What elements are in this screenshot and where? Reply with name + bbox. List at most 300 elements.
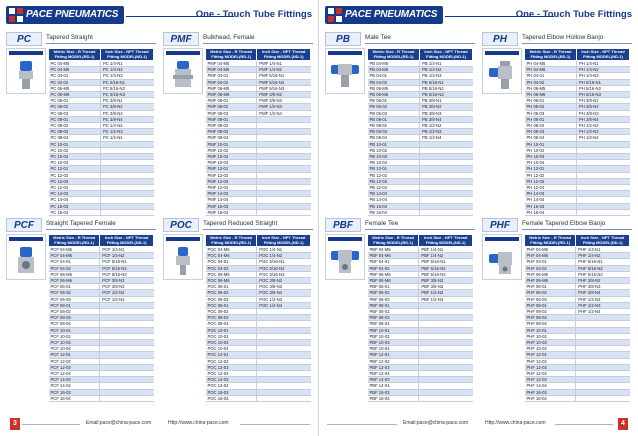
card-brand-bar	[9, 51, 43, 55]
metric-model-cell: PMF 06-01	[206, 98, 257, 104]
inch-model-cell: PB 5/16-N3	[420, 92, 473, 98]
inch-model-cell: PH 3/8-N1	[577, 98, 630, 104]
inch-model-cell: PH 5/16-N1	[577, 79, 630, 85]
product-image-card	[6, 234, 46, 280]
table-row	[206, 395, 311, 401]
col-inch-header: Inch Size - NPT Thread Fitting MODEL(ND-1)	[419, 235, 473, 247]
metric-model-cell: PH 06-M5	[525, 85, 577, 91]
metric-model-cell: PMF 06-M5	[206, 85, 257, 91]
inch-model-cell: PBF 5/16-N2	[419, 265, 473, 271]
inch-model-cell: PB 3/8-N2	[420, 104, 473, 110]
spec-table	[48, 234, 154, 402]
metric-model-cell: PB 12-02	[368, 172, 420, 178]
metric-model-cell: PCF 14-04	[49, 383, 100, 389]
metric-model-cell: POC 04-M5	[206, 247, 257, 253]
section-title: Tapered Reduced Straight	[203, 220, 278, 227]
inch-model-cell: PB 1/4-N2	[420, 67, 473, 73]
inch-model-cell: POC 3/8-N2	[257, 278, 311, 284]
inch-model-cell: POC 1/4-N2	[257, 253, 311, 259]
metric-model-cell: PHF 08-03	[525, 315, 576, 321]
table-row	[525, 395, 630, 401]
section-pmf	[163, 32, 313, 232]
metric-model-cell: PC 08-03	[49, 129, 101, 135]
section-divider	[46, 43, 156, 44]
metric-model-cell: PBF 08-04	[368, 321, 419, 327]
metric-model-cell: PHF 04-M6	[525, 253, 576, 259]
section-divider	[522, 43, 632, 44]
inch-model-cell: POC 5/16-N3	[257, 271, 311, 277]
metric-model-cell: PHF 14-04	[525, 383, 576, 389]
metric-model-cell: PB 06-M5	[368, 85, 420, 91]
inch-model-cell: PC 3/8-N4	[101, 116, 154, 122]
inch-model-cell: PCF 3/8-N3	[100, 284, 154, 290]
metric-model-cell: PCF 04-02	[49, 265, 100, 271]
metric-model-cell: PC 10-04	[49, 160, 101, 166]
inch-model-cell: PC 1/2-N2	[101, 123, 154, 129]
metric-model-cell: POC 04-02	[206, 265, 257, 271]
inch-model-cell: PHF 3/8-N4	[576, 290, 630, 296]
inch-model-cell: PHF 1/2-N3	[576, 302, 630, 308]
straight-fitting-icon	[11, 59, 41, 91]
spec-table	[48, 48, 154, 216]
metric-model-cell: PMF 04-M5	[206, 61, 257, 67]
metric-model-cell: PH 12-03	[525, 178, 577, 184]
metric-model-cell: PCF 12-02	[49, 358, 100, 364]
table-row	[525, 209, 630, 215]
inch-model-cell	[100, 395, 154, 401]
metric-model-cell: PCF 12-01	[49, 352, 100, 358]
card-brand-bar	[166, 51, 200, 55]
metric-model-cell: PB 10-02	[368, 147, 420, 153]
metric-model-cell: PCF 06-M6	[49, 278, 100, 284]
metric-model-cell: PHF 10-04	[525, 346, 576, 352]
product-image-card	[325, 234, 365, 280]
metric-model-cell: PC 14-04	[49, 197, 101, 203]
inch-model-cell: PH 1/4-N1	[577, 61, 630, 67]
metric-model-cell: POC 08-01	[206, 302, 257, 308]
footer-email[interactable]: Email:pace@china-pace.com	[403, 420, 469, 426]
metric-model-cell: POC 14-04	[206, 383, 257, 389]
product-image-card	[6, 48, 46, 94]
col-inch-header: Inch Size - NPT Thread Fitting MODEL(ND-1)	[100, 235, 154, 247]
metric-model-cell: PC 16-03	[49, 203, 101, 209]
metric-model-cell: PC 06-M5	[49, 85, 101, 91]
metric-model-cell: PHF 12-03	[525, 364, 576, 370]
female-banjo-fitting-icon	[487, 245, 517, 277]
inch-model-cell: PHF 1/4-N2	[576, 253, 630, 259]
metric-model-cell: PH 04-M6	[525, 67, 577, 73]
metric-model-cell: PHF 08-01	[525, 302, 576, 308]
brand-logo	[6, 6, 124, 24]
metric-model-cell: PH 08-01	[525, 116, 577, 122]
brand-name: PACE PNEUMATICS	[26, 9, 119, 20]
metric-model-cell: PMF 10-03	[206, 154, 257, 160]
section-pbf	[325, 218, 475, 418]
banjo-fitting-icon	[487, 59, 517, 91]
inch-model-cell: PCF 3/8-N2	[100, 278, 154, 284]
inch-model-cell: PC 3/8-N2	[101, 104, 154, 110]
inch-model-cell: PMF 3/8-N2	[257, 92, 311, 98]
metric-model-cell: PH 16-04	[525, 209, 577, 215]
metric-model-cell: PHF 06-01	[525, 284, 576, 290]
card-brand-bar	[166, 237, 200, 241]
metric-model-cell: PCF 16-03	[49, 389, 100, 395]
metric-model-cell: PC 06-01	[49, 98, 101, 104]
product-image-card	[482, 234, 522, 280]
section-title: Tapered Straight	[46, 34, 93, 41]
metric-model-cell: PCF 06-01	[49, 284, 100, 290]
inch-model-cell: PC 5/16-N3	[101, 92, 154, 98]
page-footer	[319, 418, 638, 430]
metric-model-cell: PBF 10-04	[368, 346, 419, 352]
catalog-page-right	[319, 0, 638, 436]
inch-model-cell: POC 1/4-N1	[257, 247, 311, 253]
metric-model-cell: PH 10-04	[525, 160, 577, 166]
metric-model-cell: PBF 10-01	[368, 327, 419, 333]
inch-model-cell: PHF 5/16-N1	[576, 259, 630, 265]
metric-model-cell: PBF 06-M5	[368, 271, 419, 277]
metric-model-cell: PHF 10-01	[525, 327, 576, 333]
section-pb	[325, 32, 475, 232]
metric-model-cell: PC 08-02	[49, 123, 101, 129]
metric-model-cell: PHF 08-04	[525, 321, 576, 327]
metric-model-cell: PB 12-03	[368, 178, 420, 184]
inch-model-cell: PCF 5/16-N3	[100, 271, 154, 277]
metric-model-cell: PCF 06-03	[49, 296, 100, 302]
inch-model-cell: PBF 5/16-N1	[419, 259, 473, 265]
inch-model-cell: PHF 1/2-N4	[576, 309, 630, 315]
metric-model-cell: PH 08-02	[525, 123, 577, 129]
metric-model-cell: PBF 04-M6	[368, 253, 419, 259]
pace-logo-icon	[9, 8, 23, 22]
inch-model-cell: PHF 5/16-N2	[576, 265, 630, 271]
metric-model-cell: PB 16-04	[368, 209, 420, 215]
metric-model-cell: PC 10-02	[49, 147, 101, 153]
inch-model-cell: PMF 5/16-N3	[257, 85, 311, 91]
metric-model-cell: PBF 04-01	[368, 259, 419, 265]
section-title: Straight Tapered Female	[46, 220, 116, 227]
inch-model-cell: PC 3/8-N1	[101, 98, 154, 104]
footer-website[interactable]: Http://www.china-pace.com	[168, 420, 229, 426]
bulkhead-fitting-icon	[168, 59, 198, 91]
inch-model-cell: PMF 1/2-N4	[257, 110, 311, 116]
metric-model-cell: PC 08-01	[49, 116, 101, 122]
metric-model-cell: PMF 08-01	[206, 116, 257, 122]
footer-website[interactable]: Http://www.china-pace.com	[485, 420, 546, 426]
metric-model-cell: PHF 12-02	[525, 358, 576, 364]
metric-model-cell: PCF 08-01	[49, 302, 100, 308]
section-ph	[482, 32, 632, 232]
metric-model-cell: PH 14-04	[525, 197, 577, 203]
inch-model-cell: PB 3/8-N1	[420, 98, 473, 104]
metric-model-cell: PBF 08-01	[368, 302, 419, 308]
metric-model-cell: PCF 12-04	[49, 371, 100, 377]
metric-model-cell: PCF 10-03	[49, 340, 100, 346]
metric-model-cell: PC 04-M6	[49, 67, 101, 73]
metric-model-cell: PCF 16-04	[49, 395, 100, 401]
metric-model-cell: PCF 08-02	[49, 309, 100, 315]
section-divider	[522, 229, 632, 230]
metric-model-cell: PCF 10-02	[49, 333, 100, 339]
spec-table	[367, 48, 473, 216]
metric-model-cell: PB 06-02	[368, 104, 420, 110]
inch-model-cell	[576, 395, 630, 401]
reduced-straight-fitting-icon	[168, 245, 198, 277]
inch-model-cell: PHF 3/8-N3	[576, 284, 630, 290]
metric-model-cell: PBF 14-04	[368, 383, 419, 389]
inch-model-cell: PC 5/16-N1	[101, 79, 154, 85]
metric-model-cell: PCF 10-01	[49, 327, 100, 333]
metric-model-cell: PH 14-03	[525, 191, 577, 197]
metric-model-cell: PB 04-02	[368, 79, 420, 85]
inch-model-cell: PH 3/8-N3	[577, 110, 630, 116]
metric-model-cell: PHF 16-03	[525, 389, 576, 395]
metric-model-cell: PB 08-03	[368, 129, 420, 135]
col-metric-header: Metric Size - R Thread Fitting MODEL(RD-1)	[525, 49, 577, 61]
product-image-card	[482, 48, 522, 94]
inch-model-cell: PH 1/2-N3	[577, 129, 630, 135]
metric-model-cell: PH 06-02	[525, 104, 577, 110]
metric-model-cell: PBF 16-04	[368, 395, 419, 401]
metric-model-cell: PB 04-M5	[368, 61, 420, 67]
inch-model-cell	[257, 395, 311, 401]
metric-model-cell: POC 12-02	[206, 358, 257, 364]
inch-model-cell: PC 5/16-N2	[101, 85, 154, 91]
inch-model-cell: POC 3/8-N4	[257, 290, 311, 296]
metric-model-cell: PH 12-02	[525, 172, 577, 178]
metric-model-cell: POC 08-04	[206, 321, 257, 327]
inch-model-cell: PH 1/2-N2	[577, 123, 630, 129]
metric-model-cell: PC 04-M5	[49, 61, 101, 67]
inch-model-cell: POC 1/2-N3	[257, 296, 311, 302]
col-metric-header: Metric Size - R Thread Fitting MODEL(RD-1)	[525, 235, 576, 247]
metric-model-cell: PC 04-02	[49, 79, 101, 85]
metric-model-cell: PBF 10-02	[368, 333, 419, 339]
metric-model-cell: PB 10-03	[368, 154, 420, 160]
metric-model-cell: PC 12-03	[49, 178, 101, 184]
col-inch-header: Inch Size - NPT Thread Fitting MODEL(ND-1)	[257, 235, 311, 247]
inch-model-cell: PB 3/8-N4	[420, 116, 473, 122]
section-code: PCF	[6, 218, 42, 232]
col-metric-header: Metric Size - R Thread Fitting MODEL(RD-1)	[368, 235, 419, 247]
section-divider	[203, 229, 313, 230]
inch-model-cell: PB 1/2-N4	[420, 135, 473, 141]
metric-model-cell: POC 06-03	[206, 296, 257, 302]
metric-model-cell: POC 10-02	[206, 333, 257, 339]
metric-model-cell: PB 06-M6	[368, 92, 420, 98]
metric-model-cell: PB 14-03	[368, 191, 420, 197]
inch-model-cell: PC 1/2-N4	[101, 135, 154, 141]
metric-model-cell: POC 10-01	[206, 327, 257, 333]
metric-model-cell: PMF 06-03	[206, 110, 257, 116]
metric-model-cell: PHF 10-02	[525, 333, 576, 339]
metric-model-cell: PMF 04-M6	[206, 67, 257, 73]
inch-model-cell: POC 3/8-N3	[257, 284, 311, 290]
inch-model-cell: PH 1/4-N3	[577, 73, 630, 79]
metric-model-cell: PMF 10-02	[206, 147, 257, 153]
metric-model-cell: PHF 14-03	[525, 377, 576, 383]
metric-model-cell: PB 04-01	[368, 73, 420, 79]
inch-model-cell: PH 3/8-N4	[577, 116, 630, 122]
inch-model-cell	[257, 209, 311, 215]
spec-table	[205, 48, 311, 216]
product-image-card	[325, 48, 365, 94]
metric-model-cell: PCF 08-04	[49, 321, 100, 327]
metric-model-cell: PC 16-04	[49, 209, 101, 215]
inch-model-cell	[420, 209, 473, 215]
inch-model-cell: PB 1/2-N3	[420, 129, 473, 135]
section-code: PH	[482, 32, 518, 46]
metric-model-cell: PHF 06-03	[525, 296, 576, 302]
table-row	[368, 209, 473, 215]
metric-model-cell: PMF 14-03	[206, 191, 257, 197]
inch-model-cell: PCF 1/2-N3	[100, 296, 154, 302]
metric-model-cell: POC 06-01	[206, 284, 257, 290]
metric-model-cell: PB 14-04	[368, 197, 420, 203]
page-header	[6, 6, 312, 24]
metric-model-cell: PMF 10-04	[206, 160, 257, 166]
metric-model-cell: PH 12-04	[525, 185, 577, 191]
col-metric-header: Metric Size - R Thread Fitting MODEL(RD-1)	[206, 235, 257, 247]
inch-model-cell: PC 1/4-N3	[101, 73, 154, 79]
col-inch-header: Inch Size - NPT Thread Fitting MODEL(ND-1)	[257, 49, 311, 61]
metric-model-cell: PBF 08-03	[368, 315, 419, 321]
spec-table	[205, 234, 311, 402]
section-code: PMF	[163, 32, 199, 46]
metric-model-cell: PMF 12-03	[206, 178, 257, 184]
col-metric-header: Metric Size - R Thread Fitting MODEL(RD-1)	[368, 49, 420, 61]
metric-model-cell: PBF 12-02	[368, 358, 419, 364]
inch-model-cell: PH 1/2-N4	[577, 135, 630, 141]
inch-model-cell: PHF 1/2-N2	[576, 296, 630, 302]
metric-model-cell: PBF 16-03	[368, 389, 419, 395]
section-divider	[203, 43, 313, 44]
section-pcf	[6, 218, 156, 418]
metric-model-cell: POC 08-03	[206, 315, 257, 321]
metric-model-cell: PMF 08-03	[206, 129, 257, 135]
inch-model-cell: PCF 1/4-N2	[100, 253, 154, 259]
inch-model-cell	[101, 209, 154, 215]
inch-model-cell: PBF 1/4-N2	[419, 253, 473, 259]
metric-model-cell: PC 08-04	[49, 135, 101, 141]
metric-model-cell: PH 10-01	[525, 141, 577, 147]
metric-model-cell: PB 12-01	[368, 166, 420, 172]
table-row	[368, 395, 473, 401]
metric-model-cell: PC 06-03	[49, 110, 101, 116]
metric-model-cell: PB 10-04	[368, 160, 420, 166]
metric-model-cell: PCF 14-03	[49, 377, 100, 383]
col-inch-header: Inch Size - NPT Thread Fitting MODEL(ND-1)	[577, 49, 630, 61]
inch-model-cell: PCF 5/16-N2	[100, 265, 154, 271]
metric-model-cell: PH 06-03	[525, 110, 577, 116]
inch-model-cell: PMF 1/2-N3	[257, 104, 311, 110]
metric-model-cell: PB 06-01	[368, 98, 420, 104]
metric-model-cell: PBF 06-01	[368, 284, 419, 290]
metric-model-cell: PC 06-02	[49, 104, 101, 110]
section-code: PBF	[325, 218, 361, 232]
metric-model-cell: POC 10-03	[206, 340, 257, 346]
col-metric-header: Metric Size - R Thread Fitting MODEL(RD-1)	[206, 49, 257, 61]
metric-model-cell: PMF 16-04	[206, 209, 257, 215]
metric-model-cell: POC 06-02	[206, 290, 257, 296]
metric-model-cell: PB 06-03	[368, 110, 420, 116]
metric-model-cell: PB 16-03	[368, 203, 420, 209]
inch-model-cell: PH 1/4-N2	[577, 67, 630, 73]
spec-table	[524, 48, 630, 216]
header-title: One - Touch Tube Fittings	[515, 9, 632, 20]
metric-model-cell: PH 04-02	[525, 79, 577, 85]
inch-model-cell: PHF 1/4-N1	[576, 247, 630, 253]
metric-model-cell: POC 06-M6	[206, 278, 257, 284]
metric-model-cell: POC 06-M5	[206, 271, 257, 277]
metric-model-cell: PCF 04-M6	[49, 253, 100, 259]
card-brand-bar	[328, 51, 362, 55]
section-code: PB	[325, 32, 361, 46]
metric-model-cell: PHF 06-M6	[525, 278, 576, 284]
metric-model-cell: PC 14-03	[49, 191, 101, 197]
card-brand-bar	[9, 237, 43, 241]
metric-model-cell: PB 08-01	[368, 116, 420, 122]
metric-model-cell: PHF 08-02	[525, 309, 576, 315]
inch-model-cell: PB 5/16-N1	[420, 79, 473, 85]
metric-model-cell: PMF 06-02	[206, 104, 257, 110]
card-brand-bar	[485, 51, 519, 55]
metric-model-cell: PB 12-04	[368, 185, 420, 191]
metric-model-cell: PBF 12-01	[368, 352, 419, 358]
metric-model-cell: PHF 04-01	[525, 259, 576, 265]
metric-model-cell: PH 06-M6	[525, 92, 577, 98]
metric-model-cell: PC 12-01	[49, 166, 101, 172]
metric-model-cell: PCF 12-03	[49, 364, 100, 370]
spec-table	[524, 234, 630, 402]
metric-model-cell: PH 10-03	[525, 154, 577, 160]
metric-model-cell: PH 16-03	[525, 203, 577, 209]
metric-model-cell: PHF 12-01	[525, 352, 576, 358]
product-image-card	[163, 234, 203, 280]
metric-model-cell: PHF 16-04	[525, 395, 576, 401]
inch-model-cell: PHF 5/16-N3	[576, 271, 630, 277]
page-header	[325, 6, 632, 24]
metric-model-cell: PCF 08-03	[49, 315, 100, 321]
inch-model-cell: PMF 5/16-N1	[257, 73, 311, 79]
col-inch-header: Inch Size - NPT Thread Fitting MODEL(ND-1)	[576, 235, 630, 247]
metric-model-cell: POC 12-03	[206, 364, 257, 370]
section-divider	[46, 229, 156, 230]
metric-model-cell: POC 16-04	[206, 395, 257, 401]
section-code: POC	[163, 218, 199, 232]
table-row	[206, 209, 311, 215]
metric-model-cell: PMF 06-M6	[206, 92, 257, 98]
metric-model-cell: PHF 04-M5	[525, 247, 576, 253]
metric-model-cell: POC 10-04	[206, 346, 257, 352]
footer-divider	[240, 424, 310, 425]
metric-model-cell: PMF 04-02	[206, 79, 257, 85]
metric-model-cell: PHF 12-04	[525, 371, 576, 377]
metric-model-cell: POC 12-04	[206, 371, 257, 377]
inch-model-cell: PCF 1/2-N2	[100, 290, 154, 296]
table-row	[49, 395, 154, 401]
metric-model-cell: PBF 06-03	[368, 296, 419, 302]
inch-model-cell: PC 1/4-N1	[101, 61, 154, 67]
section-title: Male Tee	[365, 34, 391, 41]
col-metric-header: Metric Size - R Thread Fitting MODEL(RD-1)	[49, 49, 101, 61]
inch-model-cell: PMF 1/4-N1	[257, 61, 311, 67]
table-row	[49, 209, 154, 215]
card-brand-bar	[485, 237, 519, 241]
footer-divider	[22, 424, 80, 425]
footer-divider	[555, 424, 613, 425]
footer-email[interactable]: Email:pace@china-pace.com	[86, 420, 152, 426]
